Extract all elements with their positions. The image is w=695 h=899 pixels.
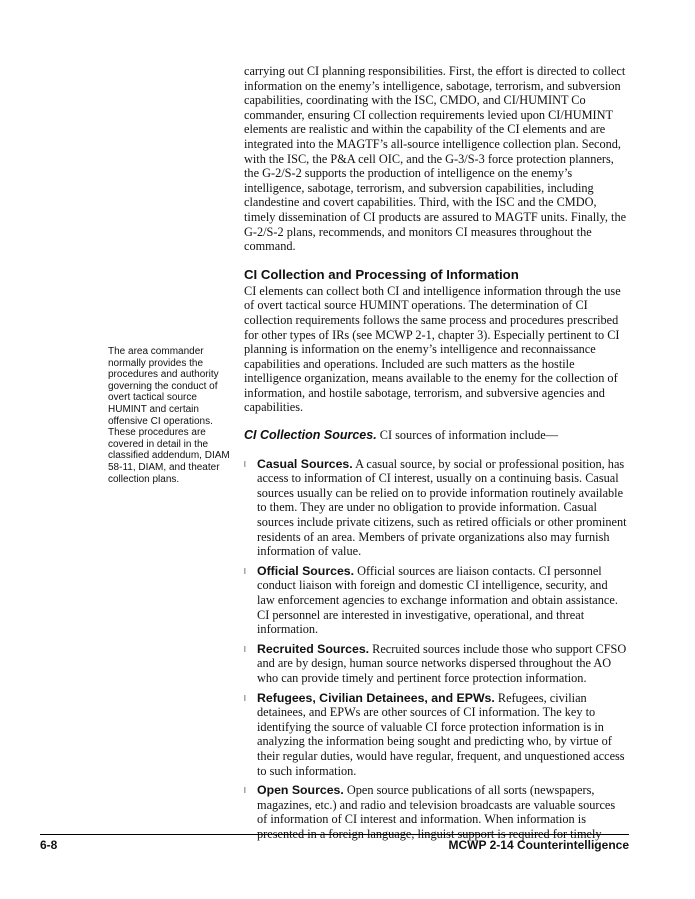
item-text: Refugees, civilian detainees, and EPWs are other sources of CI information. The key to identifying the source of valuable CI force protection information is in analyzing the information being sought and predicting who, by virtue of their regular duties, would have regular, frequent, and unquestioned access to such information. [257,690,625,778]
sources-lead: CI sources of information include— [376,428,559,443]
footer-rule [40,834,629,835]
item-text: Open source publications of all sorts (newspapers, magazines, etc.) and radio and television broadcasts are valuable sources of information of CI interest and information. When information is presented in a foreign language, linguist support is required for timely [257,783,616,841]
item-title: Recruited Sources. [257,641,370,656]
bullet-icon: l [244,644,246,654]
bullet-icon: l [244,566,246,576]
section-heading: CI Collection and Processing of Information [244,266,519,282]
source-list [244,457,628,842]
item-text: Recruited sources include those who support CFSO and are by design, human source networks dispersed throughout the AO who can provide timely and pertinent force protection information. [257,641,627,685]
publication-title: MCWP 2-14 Counterintelligence [448,838,629,852]
item-title: Open Sources. [257,783,344,798]
sources-heading: CI Collection Sources. [244,428,377,443]
list-item-refugees-detainees-epws [244,691,628,779]
list-item-recruited-sources [244,642,628,686]
item-title: Official Sources. [257,563,355,578]
list-item-official-sources [244,564,628,637]
bullet-icon: l [244,786,246,796]
list-item-casual-sources [244,457,628,559]
bullet-icon: l [244,693,246,703]
body-column [244,64,628,847]
list-item-open-sources [244,783,628,841]
item-title: Casual Sources. [257,456,353,471]
section-paragraph: CI elements can collect both CI and intelligence information through the use of overt tactical source HUMINT operations. The determination of CI collection requirements follows the same process and procedures prescribed for other types of IRs (see MCWP 2-1, chapter 3). Especially pertinent to CI planning is information on the enemy’s intelligence and reconnaissance capabilities and operations. Included are such matters as the hostile intelligence organization, means available to the enemy for the collection of information, and hostile sabotage, terrorism, and subversive agencies and capabilities. [244,283,621,415]
intro-paragraph: carrying out CI planning responsibilities. First, the effort is directed to collect information on the enemy’s intelligence, sabotage, terrorism, and subversion capabilities, coordinating with the ISC, CMDO, and CI/HUMINT Co commander, ensuring CI collection requirements levied upon CI/HUMINT elements are realistic and within the capability of the CI elements and are integrated into the MAGTF’s all-source intelligence collection plan. Second, with the ISC, the P&A cell OIC, and the G-3/S-3 force protection planners, the G-2/S-2 supports the production of intelligence on the enemy’s intelligence, sabotage, terrorism, and subversion capabilities, including clandestine and covert capabilities. Third, with the ISC and the CMDO, timely dissemination of CI products are assured to MAGTF units. Finally, the G-2/S-2 plans, recommends, and monitors CI measures throughout the command. [244,64,627,254]
margin-note: The area commander normally provides the procedures and authority governing the conduct of overt tactical source HUMINT and certain offensive CI operations. These procedures are covered in detail in the classified addendum, DIAM 58-11, DIAM, and theater collection plans. [108,346,230,485]
item-title: Refugees, Civilian Detainees, and EPWs. [257,690,495,705]
item-text: Official sources are liaison contacts. CI personnel conduct liaison with foreign and domestic CI intelligence, security, and law enforcement agencies to exchange information and obtain assistance. CI personnel are interested in investigative, operational, and threat information. [257,563,618,637]
bullet-icon: l [244,459,246,469]
sources-intro [244,428,628,443]
page-number: 6-8 [40,838,58,852]
item-text: A casual source, by social or professional position, has access to information of CI interest, usually on a continuing basis. Casual sources usually can be relied on to provide information routinely available to them. They are under no obligation to provide information. Casual sources include private citizens, such as retired officials or other prominent residents of an area. Members of private organizations also may furnish information of value. [257,456,627,559]
